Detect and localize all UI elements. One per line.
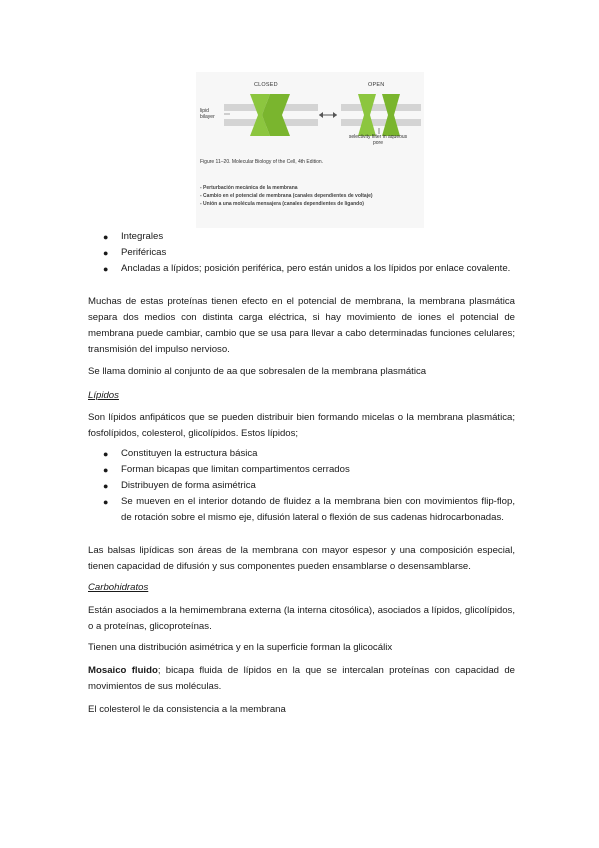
paragraph-potential: Muchas de estas proteínas tienen efecto en el potencial de membrana, la membrana plasmática separa dos medios con distinta carga eléctrica, si hay movimiento de iones el potencial de membrana puede cambiar, cambio que se usa para llevar a cabo determinadas funciones celulares; transmisión del impulso nervioso.	[88, 296, 515, 355]
list-item	[88, 229, 515, 245]
ion-channel-figure	[196, 72, 424, 228]
figure-caption: Figure 11–20. Molecular Biology of the Cell, 4th Edition.	[200, 159, 324, 165]
paragraph-colesterol: El colesterol le da consistencia a la membrana	[88, 704, 286, 715]
paragraph-mosaico	[88, 663, 515, 695]
gating-item: - Unión a una molécula mensajera (canales dependientes de ligando)	[200, 201, 364, 207]
gating-item: - Perturbación mecánica de la membrana	[200, 185, 298, 191]
list-item-text: Periféricas	[121, 247, 167, 258]
list-item	[88, 462, 515, 478]
list-item	[88, 446, 515, 462]
gating-item: - Cambio en el potencial de membrana (canales dependientes de voltaje)	[200, 193, 373, 199]
lipid-points-list	[88, 446, 515, 526]
paragraph-carbohidratos-1: Están asociados a la hemimembrana externa (la interna citosólica), asociados a lípidos, glicolípidos, o a proteínas, glicoproteínas.	[88, 605, 515, 632]
arrow-head-left	[319, 112, 323, 118]
list-item-text: Distribuyen de forma asimétrica	[121, 480, 256, 491]
paragraph-lipidos: Son lípidos anfipáticos que se pueden distribuir bien formando micelas o la membrana plasmática; fosfolípidos, colesterol, glicolípidos. Estos lípidos;	[88, 412, 515, 439]
lipid-bilayer-label: lipid bilayer	[200, 108, 215, 120]
list-item	[88, 245, 515, 261]
list-item-text: Ancladas a lípidos; posición periférica, pero están unidos a los lípidos por enlace covalente.	[121, 263, 511, 274]
paragraph-dominio: Se llama dominio al conjunto de aa que sobresalen de la membrana plasmática	[88, 366, 427, 377]
bullet-icon: ●	[103, 481, 109, 491]
protein-types-list	[88, 229, 515, 277]
heading-carbohidratos-text: Carbohidratos	[88, 582, 149, 593]
list-item-text: Forman bicapas que limitan compartimentos cerrados	[121, 464, 350, 475]
bullet-icon: ●	[103, 465, 109, 475]
heading-lipidos	[88, 388, 515, 404]
paragraph-balsas: Las balsas lipídicas son áreas de la membrana con mayor espesor y una composición especial, tienen capacidad de difusión y sus componentes pueden ensamblarse o desensamblarse.	[88, 545, 515, 572]
list-item-text: Se mueven en el interior dotando de fluidez a la membrana bien con movimientos flip-flop, de rotación sobre el mismo eje, difusión lateral o flexión de sus cadenas hidrocarbonadas.	[121, 496, 515, 523]
open-channel-left	[358, 94, 376, 136]
protein-types-list-block	[88, 229, 515, 277]
open-label: OPEN	[368, 82, 385, 88]
bullet-icon: ●	[103, 497, 109, 507]
heading-lipidos-text: Lípidos	[88, 390, 119, 401]
mosaico-term: Mosaico fluido	[88, 665, 158, 676]
bullet-icon: ●	[103, 449, 109, 459]
heading-carbohidratos	[88, 580, 515, 596]
list-item-text: Constituyen la estructura básica	[121, 448, 258, 459]
open-bilayer-bottom	[341, 119, 421, 126]
selectivity-filter-label: selectivity filter in aqueous pore	[348, 134, 408, 146]
list-item-text: Integrales	[121, 231, 164, 242]
paragraph-carbohidratos-2: Tienen una distribución asimétrica y en la superficie forman la glicocálix	[88, 642, 393, 653]
open-channel-right	[382, 94, 400, 136]
list-item	[88, 478, 515, 494]
closed-label: CLOSED	[254, 82, 278, 88]
bullet-icon: ●	[103, 232, 109, 242]
gating-list	[200, 184, 420, 208]
open-bilayer-top	[341, 104, 421, 111]
mosaico-definition: ; bicapa fluida de lípidos en la que se intercalan proteínas con capacidad de movimientos de sus moléculas.	[88, 665, 515, 692]
arrow-head-right	[333, 112, 337, 118]
lipid-points-list-block	[88, 446, 515, 526]
list-item	[88, 494, 515, 526]
bullet-icon: ●	[103, 248, 109, 258]
bullet-icon: ●	[103, 264, 109, 274]
list-item	[88, 261, 515, 277]
